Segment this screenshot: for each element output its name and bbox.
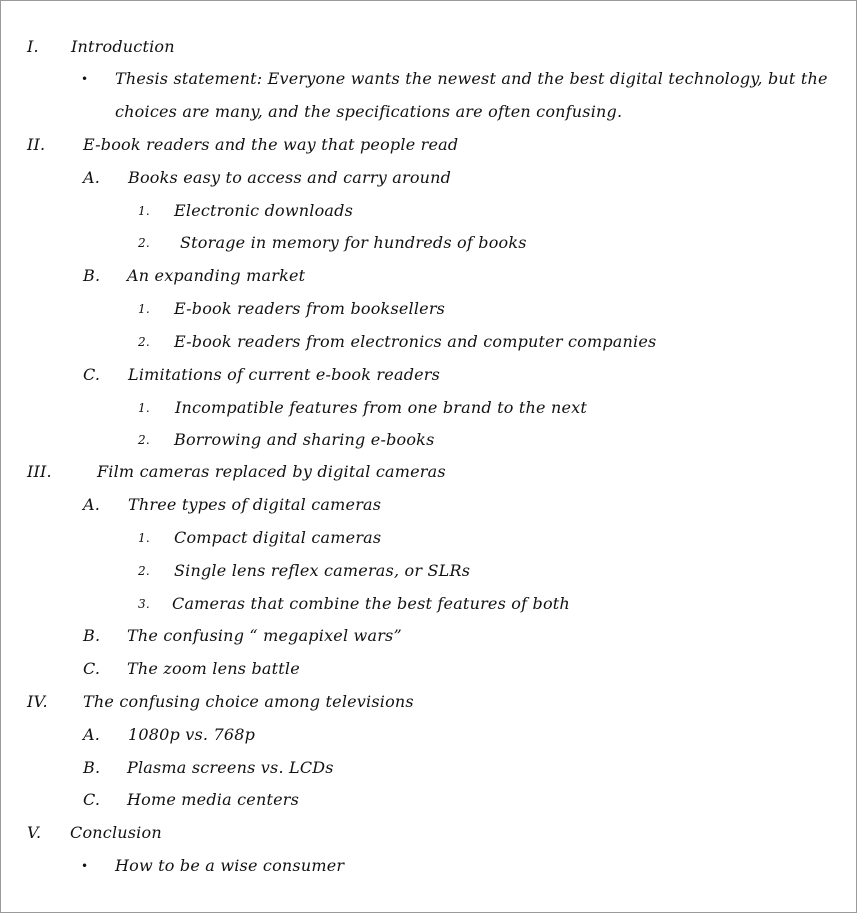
outline-marker: IV. bbox=[27, 692, 48, 711]
item-wise-consumer: How to be a wise consumer bbox=[115, 856, 345, 875]
item-electronic-downloads: Electronic downloads bbox=[174, 201, 354, 220]
item-slr-cameras: Single lens reflex cameras, or SLRs bbox=[174, 561, 471, 580]
item-ebook-readers-electronics: E-book readers from electronics and computer companies bbox=[174, 332, 657, 351]
outline-marker: B. bbox=[83, 758, 101, 777]
subsection-books-easy-access: Books easy to access and carry around bbox=[128, 168, 452, 187]
outline-marker: V. bbox=[27, 823, 42, 842]
outline-marker: C. bbox=[83, 659, 101, 678]
outline-marker: 1. bbox=[138, 204, 150, 218]
outline-marker: A. bbox=[83, 495, 101, 514]
item-combined-cameras: Cameras that combine the best features of both bbox=[172, 594, 570, 613]
section-heading-introduction: Introduction bbox=[71, 37, 175, 56]
subsection-zoom-lens: The zoom lens battle bbox=[127, 659, 300, 678]
bullet-marker: • bbox=[81, 859, 89, 873]
subsection-plasma-vs-lcd: Plasma screens vs. LCDs bbox=[127, 758, 334, 777]
section-heading-conclusion: Conclusion bbox=[70, 823, 162, 842]
subsection-limitations: Limitations of current e-book readers bbox=[128, 365, 441, 384]
item-incompatible-features: Incompatible features from one brand to the next bbox=[175, 398, 587, 417]
outline-marker: B. bbox=[83, 266, 101, 285]
outline-marker: C. bbox=[83, 365, 101, 384]
outline-marker: 2. bbox=[138, 335, 150, 349]
outline-marker: A. bbox=[83, 725, 101, 744]
subsection-three-types-cameras: Three types of digital cameras bbox=[128, 495, 382, 514]
item-compact-cameras: Compact digital cameras bbox=[174, 528, 382, 547]
subsection-1080p-vs-768p: 1080p vs. 768p bbox=[128, 725, 256, 744]
outline-marker: 2. bbox=[138, 236, 150, 250]
subsection-megapixel-wars: The confusing “ megapixel wars” bbox=[127, 626, 402, 645]
outline-marker: I. bbox=[27, 37, 39, 56]
section-heading-film-cameras: Film cameras replaced by digital cameras bbox=[97, 462, 446, 481]
item-borrowing-sharing: Borrowing and sharing e-books bbox=[174, 430, 435, 449]
outline-marker: 2. bbox=[138, 564, 150, 578]
thesis-line-2: choices are many, and the specifications are often confusing. bbox=[115, 102, 623, 121]
outline-marker: 2. bbox=[138, 433, 150, 447]
item-ebook-readers-booksellers: E-book readers from booksellers bbox=[174, 299, 446, 318]
outline-marker: C. bbox=[83, 790, 101, 809]
subsection-expanding-market: An expanding market bbox=[127, 266, 306, 285]
outline-marker: 1. bbox=[138, 302, 150, 316]
outline-marker: II. bbox=[27, 135, 46, 154]
thesis-line-1: Thesis statement: Everyone wants the newest and the best digital technology, but the bbox=[115, 69, 828, 88]
subsection-home-media-centers: Home media centers bbox=[127, 790, 300, 809]
outline-marker: III. bbox=[27, 462, 52, 481]
outline-marker: 1. bbox=[138, 531, 150, 545]
section-heading-televisions: The confusing choice among televisions bbox=[83, 692, 414, 711]
item-storage-in-memory: Storage in memory for hundreds of books bbox=[180, 233, 527, 252]
bullet-marker: • bbox=[81, 72, 89, 86]
outline-marker: 3. bbox=[138, 597, 150, 611]
outline-marker: A. bbox=[83, 168, 101, 187]
section-heading-ebook-readers: E-book readers and the way that people read bbox=[83, 135, 459, 154]
outline-marker: B. bbox=[83, 626, 101, 645]
outline-marker: 1. bbox=[138, 401, 150, 415]
